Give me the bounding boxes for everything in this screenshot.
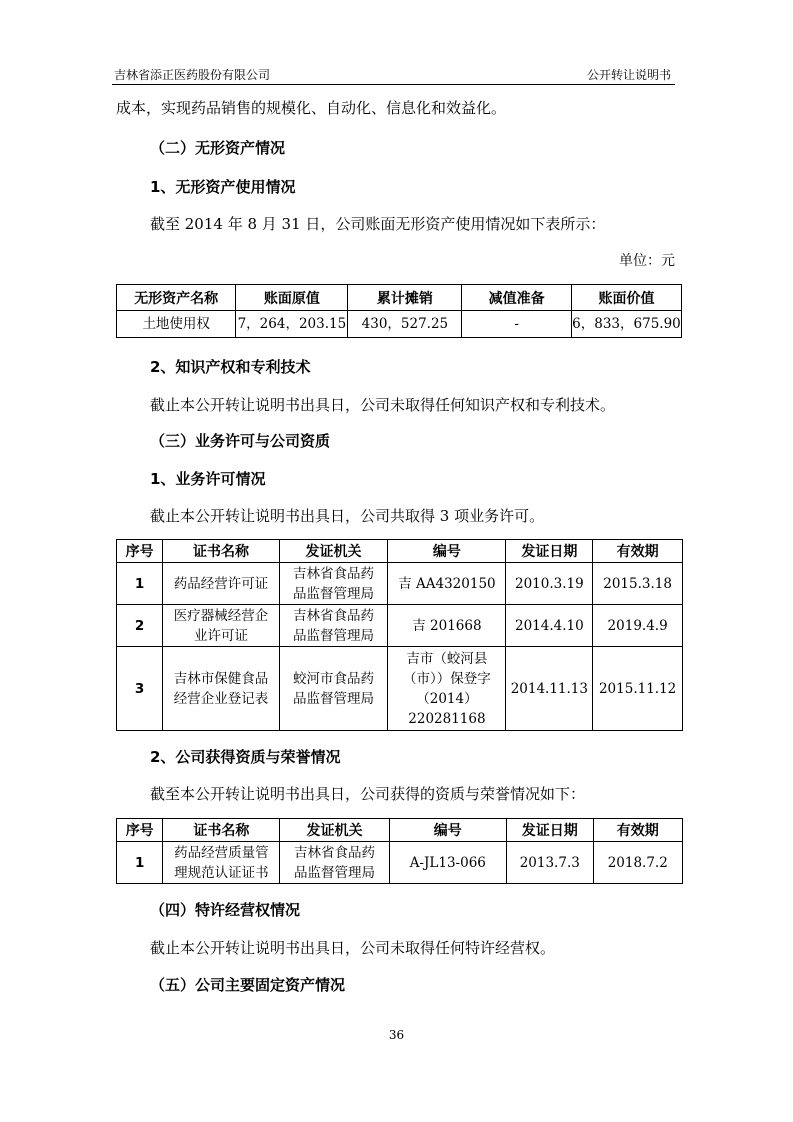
table-header: 有效期: [593, 540, 683, 563]
table-cell: 土地使用权: [117, 311, 236, 338]
table-row: [117, 563, 683, 605]
section-2-sub1: 1、无形资产使用情况: [150, 178, 296, 196]
table-header: 发证日期: [506, 540, 593, 563]
table-cell: 6，833，675.90: [571, 311, 681, 338]
certificate-code: 吉 201668: [388, 605, 506, 647]
section-3-sub1: 1、业务许可情况: [150, 470, 266, 488]
intangible-assets-table: [116, 284, 682, 338]
page-header: [112, 64, 675, 85]
table-header: 编号: [389, 819, 506, 842]
section-2-text1: 截至 2014 年 8 月 31 日，公司账面无形资产使用情况如下表所示：: [150, 215, 606, 233]
section-3-sub2: 2、公司获得资质与荣誉情况: [150, 748, 341, 766]
table-row: [117, 842, 683, 884]
issuer: 吉林省食品药 品监督管理局: [279, 605, 388, 647]
table-row: [117, 605, 683, 647]
table-header: 序号: [117, 819, 163, 842]
table-header: 减值准备: [462, 285, 572, 311]
business-license-table: [116, 539, 683, 731]
table-header: 发证机关: [280, 819, 389, 842]
table-row: [117, 311, 682, 338]
certificate-code: 吉 AA4320150: [388, 563, 506, 605]
issuer: 吉林省食品药 品监督管理局: [280, 842, 389, 884]
valid-until: 2015.11.12: [593, 647, 683, 731]
table-header: 证书名称: [163, 540, 279, 563]
page-number: 36: [388, 1028, 405, 1042]
qualifications-table: [116, 818, 683, 884]
section-2-sub2: 2、知识产权和专利技术: [150, 358, 311, 376]
section-2-title: （二）无形资产情况: [150, 139, 286, 157]
table-header: 序号: [117, 540, 163, 563]
row-number: 2: [117, 605, 163, 647]
issue-date: 2014.4.10: [506, 605, 593, 647]
issue-date: 2014.11.13: [506, 647, 593, 731]
section-4-text: 截止本公开转让说明书出具日，公司未取得任何特许经营权。: [150, 939, 556, 957]
table-cell: 430，527.25: [348, 311, 462, 338]
table-header: 无形资产名称: [117, 285, 236, 311]
row-number: 3: [117, 647, 163, 731]
row-number: 1: [117, 563, 163, 605]
table-row: [117, 647, 683, 731]
valid-until: 2015.3.18: [593, 563, 683, 605]
unit-label: 单位：元: [619, 253, 675, 269]
certificate-code: A-JL13-066: [389, 842, 506, 884]
issuer: 吉林省食品药 品监督管理局: [279, 563, 388, 605]
table-header: 证书名称: [163, 819, 280, 842]
issue-date: 2010.3.19: [506, 563, 593, 605]
certificate-name: 药品经营许可证: [163, 563, 279, 605]
table-header: 有效期: [593, 819, 682, 842]
table-header: 编号: [388, 540, 506, 563]
certificate-code: 吉市（蛟河县 （市））保登字 （2014） 220281168: [388, 647, 506, 731]
table-header: 账面原值: [236, 285, 348, 311]
intro-line: 成本，实现药品销售的规模化、自动化、信息化和效益化。: [116, 99, 507, 117]
section-3-text1: 截止本公开转让说明书出具日，公司共取得 3 项业务许可。: [150, 507, 545, 525]
table-header: 发证日期: [507, 819, 594, 842]
certificate-name: 药品经营质量管 理规范认证证书: [163, 842, 280, 884]
section-4-title: （四）特许经营权情况: [150, 901, 301, 919]
issuer: 蛟河市食品药 品监督管理局: [279, 647, 388, 731]
table-header: 账面价值: [571, 285, 681, 311]
table-cell: 7，264，203.15: [236, 311, 348, 338]
valid-until: 2018.7.2: [593, 842, 682, 884]
certificate-name: 医疗器械经营企 业许可证: [163, 605, 279, 647]
section-3-text2: 截至本公开转让说明书出具日，公司获得的资质与荣誉情况如下：: [150, 785, 586, 803]
certificate-name: 吉林市保健食品 经营企业登记表: [163, 647, 279, 731]
row-number: 1: [117, 842, 163, 884]
section-5-title: （五）公司主要固定资产情况: [150, 976, 346, 994]
header-doc-title: 公开转让说明书: [586, 68, 671, 82]
issue-date: 2013.7.3: [507, 842, 594, 884]
table-header: 发证机关: [279, 540, 388, 563]
table-header: 累计摊销: [348, 285, 462, 311]
header-company: 吉林省添正医药股份有限公司: [114, 68, 271, 82]
section-2-text2: 截止本公开转让说明书出具日，公司未取得任何知识产权和专利技术。: [150, 396, 616, 414]
table-cell: -: [462, 311, 572, 338]
valid-until: 2019.4.9: [593, 605, 683, 647]
section-3-title: （三）业务许可与公司资质: [150, 432, 331, 450]
